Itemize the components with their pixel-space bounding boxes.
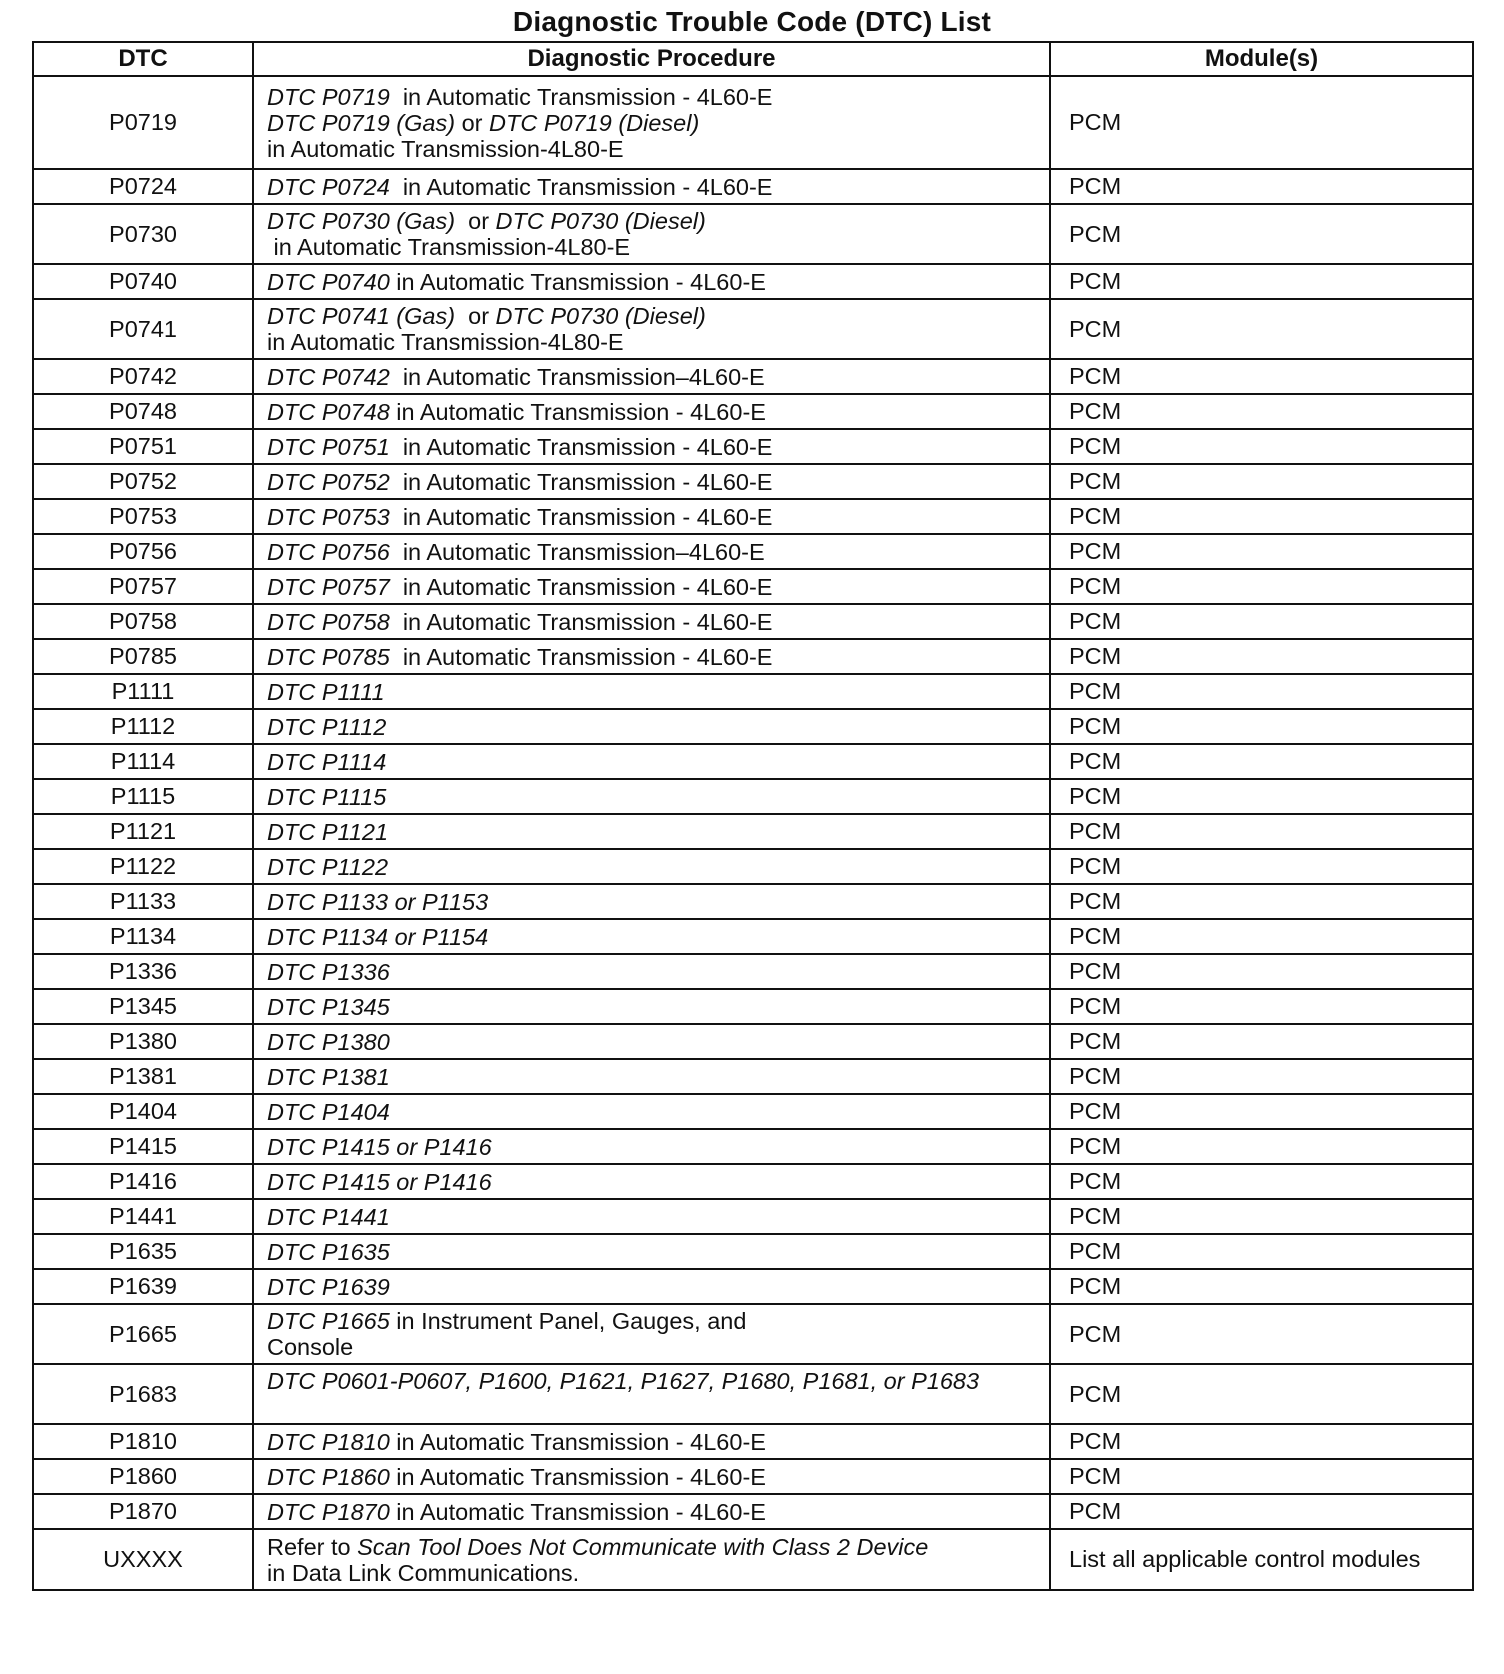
- dtc-code: P0730: [33, 204, 253, 264]
- procedure-text: in Automatic Transmission - 4L60-E: [389, 1428, 766, 1455]
- module-name: PCM: [1050, 569, 1473, 604]
- dtc-code: P1345: [33, 989, 253, 1024]
- dtc-code: P1115: [33, 779, 253, 814]
- procedure-reference: DTC P1441: [267, 1203, 390, 1230]
- procedure-reference: DTC P0758: [267, 608, 390, 635]
- procedure-reference: DTC P1870: [267, 1498, 390, 1525]
- dtc-code: UXXXX: [33, 1529, 253, 1590]
- procedure-line: [267, 504, 1049, 530]
- module-name: PCM: [1050, 1269, 1473, 1304]
- procedure-reference: DTC P0719 (Diesel): [489, 109, 700, 136]
- procedure-reference: DTC P0742: [267, 363, 390, 390]
- table-row: [33, 1234, 1473, 1269]
- table-row: [33, 1459, 1473, 1494]
- procedure-line: [267, 784, 1049, 810]
- table-row: [33, 204, 1473, 264]
- procedure-line: [267, 959, 1049, 985]
- table-row: [33, 394, 1473, 429]
- dtc-code: P1870: [33, 1494, 253, 1529]
- diagnostic-procedure: [253, 359, 1050, 394]
- module-name: PCM: [1050, 264, 1473, 299]
- diagnostic-procedure: [253, 1269, 1050, 1304]
- table-row: [33, 499, 1473, 534]
- table-row: [33, 814, 1473, 849]
- procedure-line: [267, 749, 1049, 775]
- diagnostic-procedure: [253, 1364, 1050, 1424]
- diagnostic-procedure: [253, 1304, 1050, 1364]
- procedure-line: [267, 434, 1049, 460]
- module-name: PCM: [1050, 779, 1473, 814]
- procedure-line: [267, 539, 1049, 565]
- procedure-line: [267, 889, 1049, 915]
- procedure-line: [267, 110, 1049, 136]
- module-name: PCM: [1050, 394, 1473, 429]
- procedure-reference: DTC P1381: [267, 1063, 390, 1090]
- procedure-reference: DTC P1134 or P1154: [267, 923, 489, 950]
- module-name: PCM: [1050, 1364, 1473, 1424]
- table-row: [33, 604, 1473, 639]
- diagnostic-procedure: [253, 1199, 1050, 1234]
- procedure-line: [267, 1464, 1049, 1490]
- module-name: PCM: [1050, 169, 1473, 204]
- dtc-code: P0740: [33, 264, 253, 299]
- diagnostic-procedure: [253, 204, 1050, 264]
- module-name: PCM: [1050, 464, 1473, 499]
- module-name: PCM: [1050, 299, 1473, 359]
- table-row: [33, 464, 1473, 499]
- procedure-reference: DTC P1665: [267, 1308, 390, 1334]
- procedure-text: [267, 1394, 274, 1420]
- diagnostic-procedure: [253, 1129, 1050, 1164]
- procedure-line: [267, 924, 1049, 950]
- procedure-reference: DTC P1115: [267, 783, 387, 810]
- module-name: PCM: [1050, 849, 1473, 884]
- dtc-code: P0785: [33, 639, 253, 674]
- dtc-code: P0742: [33, 359, 253, 394]
- procedure-reference: DTC P1415 or P1416: [267, 1133, 492, 1160]
- table-row: [33, 1199, 1473, 1234]
- procedure-reference: DTC P0785: [267, 643, 390, 670]
- procedure-line: [267, 1429, 1049, 1455]
- procedure-text: in Automatic Transmission - 4L60-E: [389, 573, 773, 600]
- procedure-reference: DTC P0719 (Gas): [267, 109, 456, 136]
- procedure-text: in Automatic Transmission–4L60-E: [389, 538, 765, 565]
- table-row: [33, 744, 1473, 779]
- module-name: PCM: [1050, 709, 1473, 744]
- table-row: [33, 1364, 1473, 1424]
- diagnostic-procedure: [253, 744, 1050, 779]
- procedure-line: [267, 994, 1049, 1020]
- procedure-line: [267, 1308, 1049, 1334]
- procedure-reference: DTC P1860: [267, 1463, 390, 1490]
- procedure-line: [267, 1334, 1049, 1360]
- procedure-text: in Automatic Transmission - 4L60-E: [389, 398, 766, 425]
- procedure-line: [267, 854, 1049, 880]
- table-row: [33, 534, 1473, 569]
- procedure-line: [267, 1368, 1049, 1394]
- procedure-text: Refer to: [267, 1533, 358, 1560]
- dtc-code: P1112: [33, 709, 253, 744]
- procedure-text: in Automatic Transmission-4L80-E: [267, 234, 631, 260]
- procedure-line: [267, 1239, 1049, 1265]
- diagnostic-procedure: [253, 569, 1050, 604]
- diagnostic-procedure: [253, 1164, 1050, 1199]
- procedure-reference: DTC P1635: [267, 1238, 390, 1265]
- diagnostic-procedure: [253, 464, 1050, 499]
- procedure-text: or: [455, 109, 490, 136]
- procedure-line: [267, 364, 1049, 390]
- procedure-reference: DTC P0756: [267, 538, 390, 565]
- procedure-text: in Automatic Transmission - 4L60-E: [389, 468, 773, 495]
- dtc-code: P0751: [33, 429, 253, 464]
- procedure-reference: DTC P0601-P0607, P1600, P1621, P1627, P1680, P1681, or P1683: [267, 1368, 980, 1394]
- procedure-text: in Automatic Transmission - 4L60-E: [389, 643, 773, 670]
- procedure-line: [267, 84, 1049, 110]
- procedure-line: [267, 303, 1049, 329]
- diagnostic-procedure: [253, 709, 1050, 744]
- procedure-line: [267, 644, 1049, 670]
- table-row: [33, 884, 1473, 919]
- procedure-line: [267, 679, 1049, 705]
- dtc-code: P0757: [33, 569, 253, 604]
- dtc-code: P1415: [33, 1129, 253, 1164]
- table-row: [33, 1094, 1473, 1129]
- diagnostic-procedure: [253, 814, 1050, 849]
- procedure-reference: DTC P1112: [267, 713, 387, 740]
- procedure-reference: DTC P1122: [267, 853, 389, 880]
- procedure-line: [267, 1169, 1049, 1195]
- procedure-reference: DTC P1404: [267, 1098, 390, 1125]
- procedure-line: [267, 234, 1049, 260]
- procedure-line: [267, 1499, 1049, 1525]
- table-row: [33, 569, 1473, 604]
- diagnostic-procedure: [253, 1234, 1050, 1269]
- procedure-reference: DTC P1336: [267, 958, 390, 985]
- table-header-row: [33, 42, 1473, 76]
- diagnostic-procedure: [253, 849, 1050, 884]
- procedure-text: Console: [267, 1334, 354, 1360]
- module-name: PCM: [1050, 76, 1473, 169]
- module-name: PCM: [1050, 204, 1473, 264]
- table-row: [33, 779, 1473, 814]
- module-name: PCM: [1050, 534, 1473, 569]
- diagnostic-procedure: [253, 429, 1050, 464]
- table-row: [33, 1129, 1473, 1164]
- module-name: PCM: [1050, 814, 1473, 849]
- module-name: PCM: [1050, 1424, 1473, 1459]
- procedure-line: [267, 1274, 1049, 1300]
- diagnostic-procedure: [253, 1459, 1050, 1494]
- module-name: PCM: [1050, 744, 1473, 779]
- procedure-text: in Automatic Transmission - 4L60-E: [389, 83, 773, 110]
- diagnostic-procedure: [253, 884, 1050, 919]
- diagnostic-procedure: [253, 264, 1050, 299]
- diagnostic-procedure: [253, 394, 1050, 429]
- module-name: PCM: [1050, 1094, 1473, 1129]
- procedure-text: in Automatic Transmission–4L60-E: [389, 363, 765, 390]
- table-row: [33, 169, 1473, 204]
- diagnostic-procedure: [253, 534, 1050, 569]
- table-row: [33, 989, 1473, 1024]
- dtc-code: P1404: [33, 1094, 253, 1129]
- procedure-line: [267, 819, 1049, 845]
- procedure-reference: DTC P1380: [267, 1028, 390, 1055]
- procedure-reference: DTC P0753: [267, 503, 390, 530]
- procedure-text: in Automatic Transmission-4L80-E: [267, 135, 624, 162]
- dtc-code: P1441: [33, 1199, 253, 1234]
- procedure-reference: DTC P0741 (Gas): [267, 303, 456, 329]
- dtc-code: P1336: [33, 954, 253, 989]
- diagnostic-procedure: [253, 1059, 1050, 1094]
- procedure-line: [267, 1534, 1049, 1560]
- procedure-text: in Automatic Transmission - 4L60-E: [389, 1498, 766, 1525]
- procedure-line: [267, 1099, 1049, 1125]
- diagnostic-procedure: [253, 954, 1050, 989]
- table-row: [33, 1164, 1473, 1199]
- procedure-reference: Scan Tool Does Not Communicate with Class 2 Device: [357, 1533, 929, 1560]
- table-body: [33, 76, 1473, 1590]
- module-name: PCM: [1050, 674, 1473, 709]
- procedure-line: [267, 1134, 1049, 1160]
- procedure-line: [267, 1394, 1049, 1420]
- dtc-code: P1111: [33, 674, 253, 709]
- procedure-line: [267, 329, 1049, 355]
- dtc-code: P0756: [33, 534, 253, 569]
- dtc-code: P0753: [33, 499, 253, 534]
- procedure-text: in Automatic Transmission - 4L60-E: [389, 1463, 766, 1490]
- diagnostic-procedure: [253, 919, 1050, 954]
- dtc-code: P1639: [33, 1269, 253, 1304]
- procedure-reference: DTC P1810: [267, 1428, 390, 1455]
- dtc-code: P1635: [33, 1234, 253, 1269]
- dtc-code: P1683: [33, 1364, 253, 1424]
- module-name: PCM: [1050, 1304, 1473, 1364]
- table-row: [33, 674, 1473, 709]
- dtc-code: P1860: [33, 1459, 253, 1494]
- procedure-reference: DTC P1121: [267, 818, 389, 845]
- procedure-reference: DTC P1114: [267, 748, 387, 775]
- dtc-code: P1416: [33, 1164, 253, 1199]
- dtc-code: P0752: [33, 464, 253, 499]
- procedure-line: [267, 174, 1049, 200]
- dtc-code: P0719: [33, 76, 253, 169]
- table-row: [33, 849, 1473, 884]
- procedure-reference: DTC P0740: [267, 268, 390, 295]
- procedure-reference: DTC P0751: [267, 433, 390, 460]
- module-name: PCM: [1050, 1459, 1473, 1494]
- procedure-text: in Automatic Transmission - 4L60-E: [389, 503, 773, 530]
- dtc-code: P1380: [33, 1024, 253, 1059]
- procedure-line: [267, 136, 1049, 162]
- header-dtc: DTC: [33, 42, 253, 76]
- procedure-reference: DTC P0748: [267, 398, 390, 425]
- diagnostic-procedure: [253, 604, 1050, 639]
- procedure-text: in Data Link Communications.: [267, 1559, 580, 1586]
- procedure-text: in Automatic Transmission - 4L60-E: [389, 608, 773, 635]
- diagnostic-procedure: [253, 1529, 1050, 1590]
- module-name: PCM: [1050, 1059, 1473, 1094]
- dtc-code: P0741: [33, 299, 253, 359]
- diagnostic-procedure: [253, 169, 1050, 204]
- table-row: [33, 1494, 1473, 1529]
- dtc-code: P1810: [33, 1424, 253, 1459]
- table-row: [33, 429, 1473, 464]
- procedure-reference: DTC P0724: [267, 173, 390, 200]
- table-row: [33, 1424, 1473, 1459]
- table-row: [33, 359, 1473, 394]
- table-row: [33, 1304, 1473, 1364]
- dtc-code: P1133: [33, 884, 253, 919]
- table-row: [33, 1529, 1473, 1590]
- dtc-code: P0748: [33, 394, 253, 429]
- table-row: [33, 299, 1473, 359]
- procedure-reference: DTC P1639: [267, 1273, 390, 1300]
- module-name: PCM: [1050, 429, 1473, 464]
- diagnostic-procedure: [253, 499, 1050, 534]
- table-row: [33, 1059, 1473, 1094]
- procedure-reference: DTC P1415 or P1416: [267, 1168, 492, 1195]
- module-name: PCM: [1050, 1494, 1473, 1529]
- module-name: PCM: [1050, 1234, 1473, 1269]
- procedure-reference: DTC P1345: [267, 993, 390, 1020]
- dtc-code: P1134: [33, 919, 253, 954]
- procedure-text: in Automatic Transmission - 4L60-E: [389, 433, 773, 460]
- table-row: [33, 709, 1473, 744]
- procedure-line: [267, 1204, 1049, 1230]
- procedure-reference: DTC P0730 (Gas): [267, 208, 456, 234]
- procedure-reference: DTC P0752: [267, 468, 390, 495]
- dtc-code: P1121: [33, 814, 253, 849]
- procedure-text: or: [455, 303, 496, 329]
- diagnostic-procedure: [253, 989, 1050, 1024]
- diagnostic-procedure: [253, 1424, 1050, 1459]
- diagnostic-procedure: [253, 1024, 1050, 1059]
- procedure-line: [267, 714, 1049, 740]
- procedure-text: in Instrument Panel, Gauges, and: [389, 1308, 747, 1334]
- dtc-code: P1665: [33, 1304, 253, 1364]
- diagnostic-procedure: [253, 1494, 1050, 1529]
- dtc-code: P0724: [33, 169, 253, 204]
- procedure-line: [267, 269, 1049, 295]
- procedure-line: [267, 399, 1049, 425]
- procedure-reference: DTC P0730 (Diesel): [495, 208, 706, 234]
- module-name: List all applicable control modules: [1050, 1529, 1473, 1590]
- module-name: PCM: [1050, 1199, 1473, 1234]
- header-diagnostic-procedure: Diagnostic Procedure: [253, 42, 1050, 76]
- diagnostic-procedure: [253, 76, 1050, 169]
- table-row: [33, 919, 1473, 954]
- page-title: Diagnostic Trouble Code (DTC) List: [512, 6, 992, 37]
- diagnostic-procedure: [253, 779, 1050, 814]
- procedure-line: [267, 1064, 1049, 1090]
- dtc-code: P1122: [33, 849, 253, 884]
- dtc-code: P1114: [33, 744, 253, 779]
- module-name: PCM: [1050, 359, 1473, 394]
- procedure-line: [267, 1029, 1049, 1055]
- table-row: [33, 639, 1473, 674]
- module-name: PCM: [1050, 1024, 1473, 1059]
- procedure-text: in Automatic Transmission - 4L60-E: [389, 173, 773, 200]
- module-name: PCM: [1050, 604, 1473, 639]
- procedure-reference: DTC P0757: [267, 573, 390, 600]
- module-name: PCM: [1050, 1129, 1473, 1164]
- dtc-code: P1381: [33, 1059, 253, 1094]
- diagnostic-procedure: [253, 639, 1050, 674]
- procedure-line: [267, 1560, 1049, 1586]
- procedure-reference: DTC P0730 (Diesel): [495, 303, 706, 329]
- header-modules: Module(s): [1050, 42, 1473, 76]
- procedure-line: [267, 574, 1049, 600]
- module-name: PCM: [1050, 1164, 1473, 1199]
- module-name: PCM: [1050, 954, 1473, 989]
- diagnostic-procedure: [253, 299, 1050, 359]
- procedure-reference: DTC P1111: [267, 678, 385, 705]
- procedure-reference: DTC P0719: [267, 83, 390, 110]
- diagnostic-procedure: [253, 674, 1050, 709]
- table-row: [33, 1269, 1473, 1304]
- module-name: PCM: [1050, 639, 1473, 674]
- table-row: [33, 1024, 1473, 1059]
- procedure-line: [267, 469, 1049, 495]
- procedure-line: [267, 609, 1049, 635]
- table-row: [33, 264, 1473, 299]
- procedure-reference: DTC P1133 or P1153: [267, 888, 489, 915]
- module-name: PCM: [1050, 884, 1473, 919]
- procedure-line: [267, 208, 1049, 234]
- table-row: [33, 76, 1473, 169]
- module-name: PCM: [1050, 919, 1473, 954]
- module-name: PCM: [1050, 989, 1473, 1024]
- dtc-table: [32, 41, 1474, 1591]
- diagnostic-procedure: [253, 1094, 1050, 1129]
- procedure-text: in Automatic Transmission-4L80-E: [267, 329, 624, 355]
- procedure-text: or: [455, 208, 496, 234]
- table-row: [33, 954, 1473, 989]
- module-name: PCM: [1050, 499, 1473, 534]
- procedure-text: in Automatic Transmission - 4L60-E: [389, 268, 766, 295]
- dtc-code: P0758: [33, 604, 253, 639]
